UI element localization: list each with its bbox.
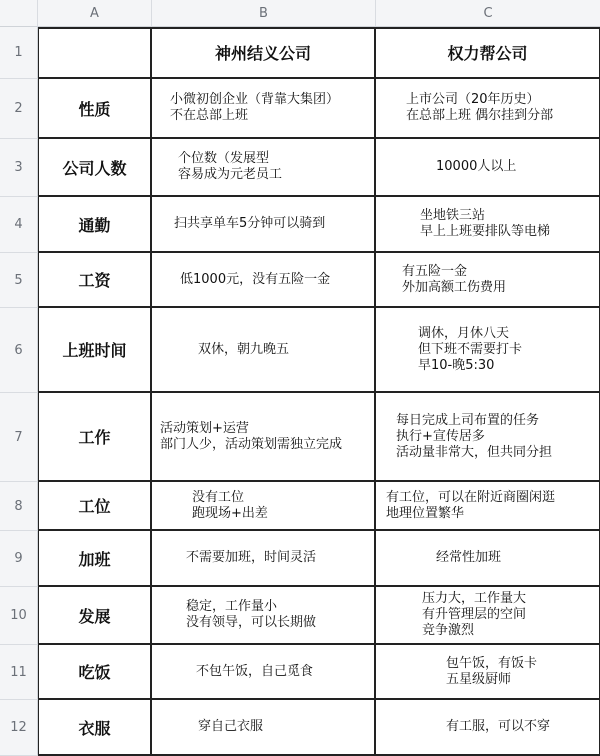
row-header[interactable]: 1 <box>0 27 38 79</box>
shenzhou-value: 不包午饭，自己觅食 <box>196 663 314 679</box>
cell-a1[interactable] <box>38 27 152 77</box>
shenzhou-cell[interactable] <box>152 139 376 195</box>
row-label-cell[interactable] <box>38 700 152 754</box>
quanli-value: 压力大，工作量大 有升管理层的空间 竞争激烈 <box>422 591 527 638</box>
row-header[interactable]: 10 <box>0 587 38 645</box>
row-header[interactable]: 5 <box>0 253 38 308</box>
table-row <box>38 700 600 756</box>
cell-c1[interactable] <box>376 27 600 77</box>
row-header[interactable]: 7 <box>0 393 38 482</box>
shenzhou-cell[interactable] <box>152 700 376 754</box>
row-label-cell[interactable] <box>38 587 152 643</box>
shenzhou-value: 小微初创企业（背靠大集团） 不在总部上班 <box>170 92 340 123</box>
column-header-c[interactable]: C <box>376 0 600 27</box>
company-quanli-header: 权力帮公司 <box>447 43 528 63</box>
quanli-cell[interactable] <box>376 308 600 391</box>
quanli-cell[interactable] <box>376 482 600 529</box>
quanli-value: 坐地铁三站 早上上班要排队等电梯 <box>420 208 551 239</box>
quanli-value: 包午饭，有饭卡 五星级厨师 <box>446 655 538 687</box>
table-row <box>38 482 600 531</box>
company-shenzhou-header: 神州结义公司 <box>214 43 311 63</box>
row-label: 工位 <box>78 497 111 516</box>
shenzhou-cell[interactable] <box>152 308 376 391</box>
row-label-cell[interactable] <box>38 645 152 698</box>
row-label-cell[interactable] <box>38 79 152 137</box>
row-label: 衣服 <box>78 718 111 738</box>
quanli-value: 经常性加班 <box>436 550 502 565</box>
shenzhou-cell[interactable] <box>152 587 376 643</box>
shenzhou-cell[interactable] <box>152 645 376 698</box>
quanli-value: 10000人以上 <box>436 159 517 174</box>
shenzhou-value: 低1000元，没有五险一金 <box>180 271 331 287</box>
shenzhou-value: 没有工位 跑现场+出差 <box>192 489 268 521</box>
row-label-cell[interactable] <box>38 531 152 585</box>
row-label: 性质 <box>78 99 111 119</box>
shenzhou-value: 穿自己衣服 <box>198 719 264 734</box>
quanli-value: 有工位，可以在附近商圈闲逛 地理位置繁华 <box>386 489 556 521</box>
quanli-value: 每日完成上司布置的任务 执行+宣传居多 活动量非常大，但共同分担 <box>396 412 553 460</box>
table-row <box>38 79 600 139</box>
row-label-cell[interactable] <box>38 393 152 480</box>
row-label: 发展 <box>78 606 111 626</box>
shenzhou-value: 不需要加班，时间灵活 <box>186 550 317 565</box>
quanli-value: 有工服，可以不穿 <box>446 719 551 734</box>
quanli-cell[interactable] <box>376 197 600 251</box>
table-row <box>38 308 600 393</box>
shenzhou-value: 扫共享单车5分钟可以骑到 <box>174 216 326 231</box>
quanli-cell[interactable] <box>376 645 600 698</box>
quanli-value: 上市公司（20年历史） 在总部上班 偶尔挂到分部 <box>406 92 554 123</box>
quanli-cell[interactable] <box>376 79 600 137</box>
quanli-cell[interactable] <box>376 393 600 480</box>
row-header[interactable]: 11 <box>0 645 38 700</box>
quanli-cell[interactable] <box>376 587 600 643</box>
shenzhou-value: 双休，朝九晚五 <box>198 341 290 357</box>
table-row <box>38 645 600 700</box>
row-label: 加班 <box>78 549 111 569</box>
row-label-cell[interactable] <box>38 139 152 195</box>
shenzhou-value: 个位数（发展型 容易成为元老员工 <box>178 151 283 182</box>
shenzhou-cell[interactable] <box>152 197 376 251</box>
row-header[interactable]: 4 <box>0 197 38 253</box>
row-header[interactable]: 2 <box>0 79 38 139</box>
select-all-corner[interactable] <box>0 0 38 27</box>
shenzhou-cell[interactable] <box>152 253 376 306</box>
row-label-cell[interactable] <box>38 197 152 251</box>
row-label: 公司人数 <box>62 158 127 178</box>
row-header[interactable]: 3 <box>0 139 38 197</box>
row-label: 吃饭 <box>78 663 111 682</box>
shenzhou-cell[interactable] <box>152 393 376 480</box>
row-label-cell[interactable] <box>38 308 152 391</box>
row-label: 通勤 <box>78 215 111 235</box>
quanli-cell[interactable] <box>376 253 600 306</box>
quanli-value: 调休，月休八天 但下班不需要打卡 早10-晚5:30 <box>418 325 523 373</box>
quanli-cell[interactable] <box>376 139 600 195</box>
table-header-row <box>38 27 600 79</box>
column-header-a[interactable]: A <box>38 0 152 27</box>
table-row <box>38 587 600 645</box>
shenzhou-value: 稳定，工作量小 没有领导，可以长期做 <box>186 599 317 630</box>
table-row <box>38 139 600 197</box>
cell-b1[interactable] <box>152 27 376 77</box>
row-label-cell[interactable] <box>38 482 152 529</box>
quanli-cell[interactable] <box>376 700 600 754</box>
row-header[interactable]: 8 <box>0 482 38 531</box>
shenzhou-cell[interactable] <box>152 482 376 529</box>
row-header[interactable]: 6 <box>0 308 38 393</box>
row-label-cell[interactable] <box>38 253 152 306</box>
table-row <box>38 253 600 308</box>
row-label: 上班时间 <box>62 341 127 360</box>
shenzhou-cell[interactable] <box>152 531 376 585</box>
row-label: 工作 <box>78 428 111 447</box>
column-header-b[interactable]: B <box>152 0 376 27</box>
table-row <box>38 197 600 253</box>
quanli-value: 有五险一金 外加高额工伤费用 <box>402 263 507 295</box>
quanli-cell[interactable] <box>376 531 600 585</box>
row-label: 工资 <box>78 271 111 290</box>
shenzhou-cell[interactable] <box>152 79 376 137</box>
table-row <box>38 393 600 482</box>
row-header[interactable]: 12 <box>0 700 38 756</box>
row-header[interactable]: 9 <box>0 531 38 587</box>
shenzhou-value: 活动策划+运营 部门人少，活动策划需独立完成 <box>160 420 343 452</box>
table-row <box>38 531 600 587</box>
